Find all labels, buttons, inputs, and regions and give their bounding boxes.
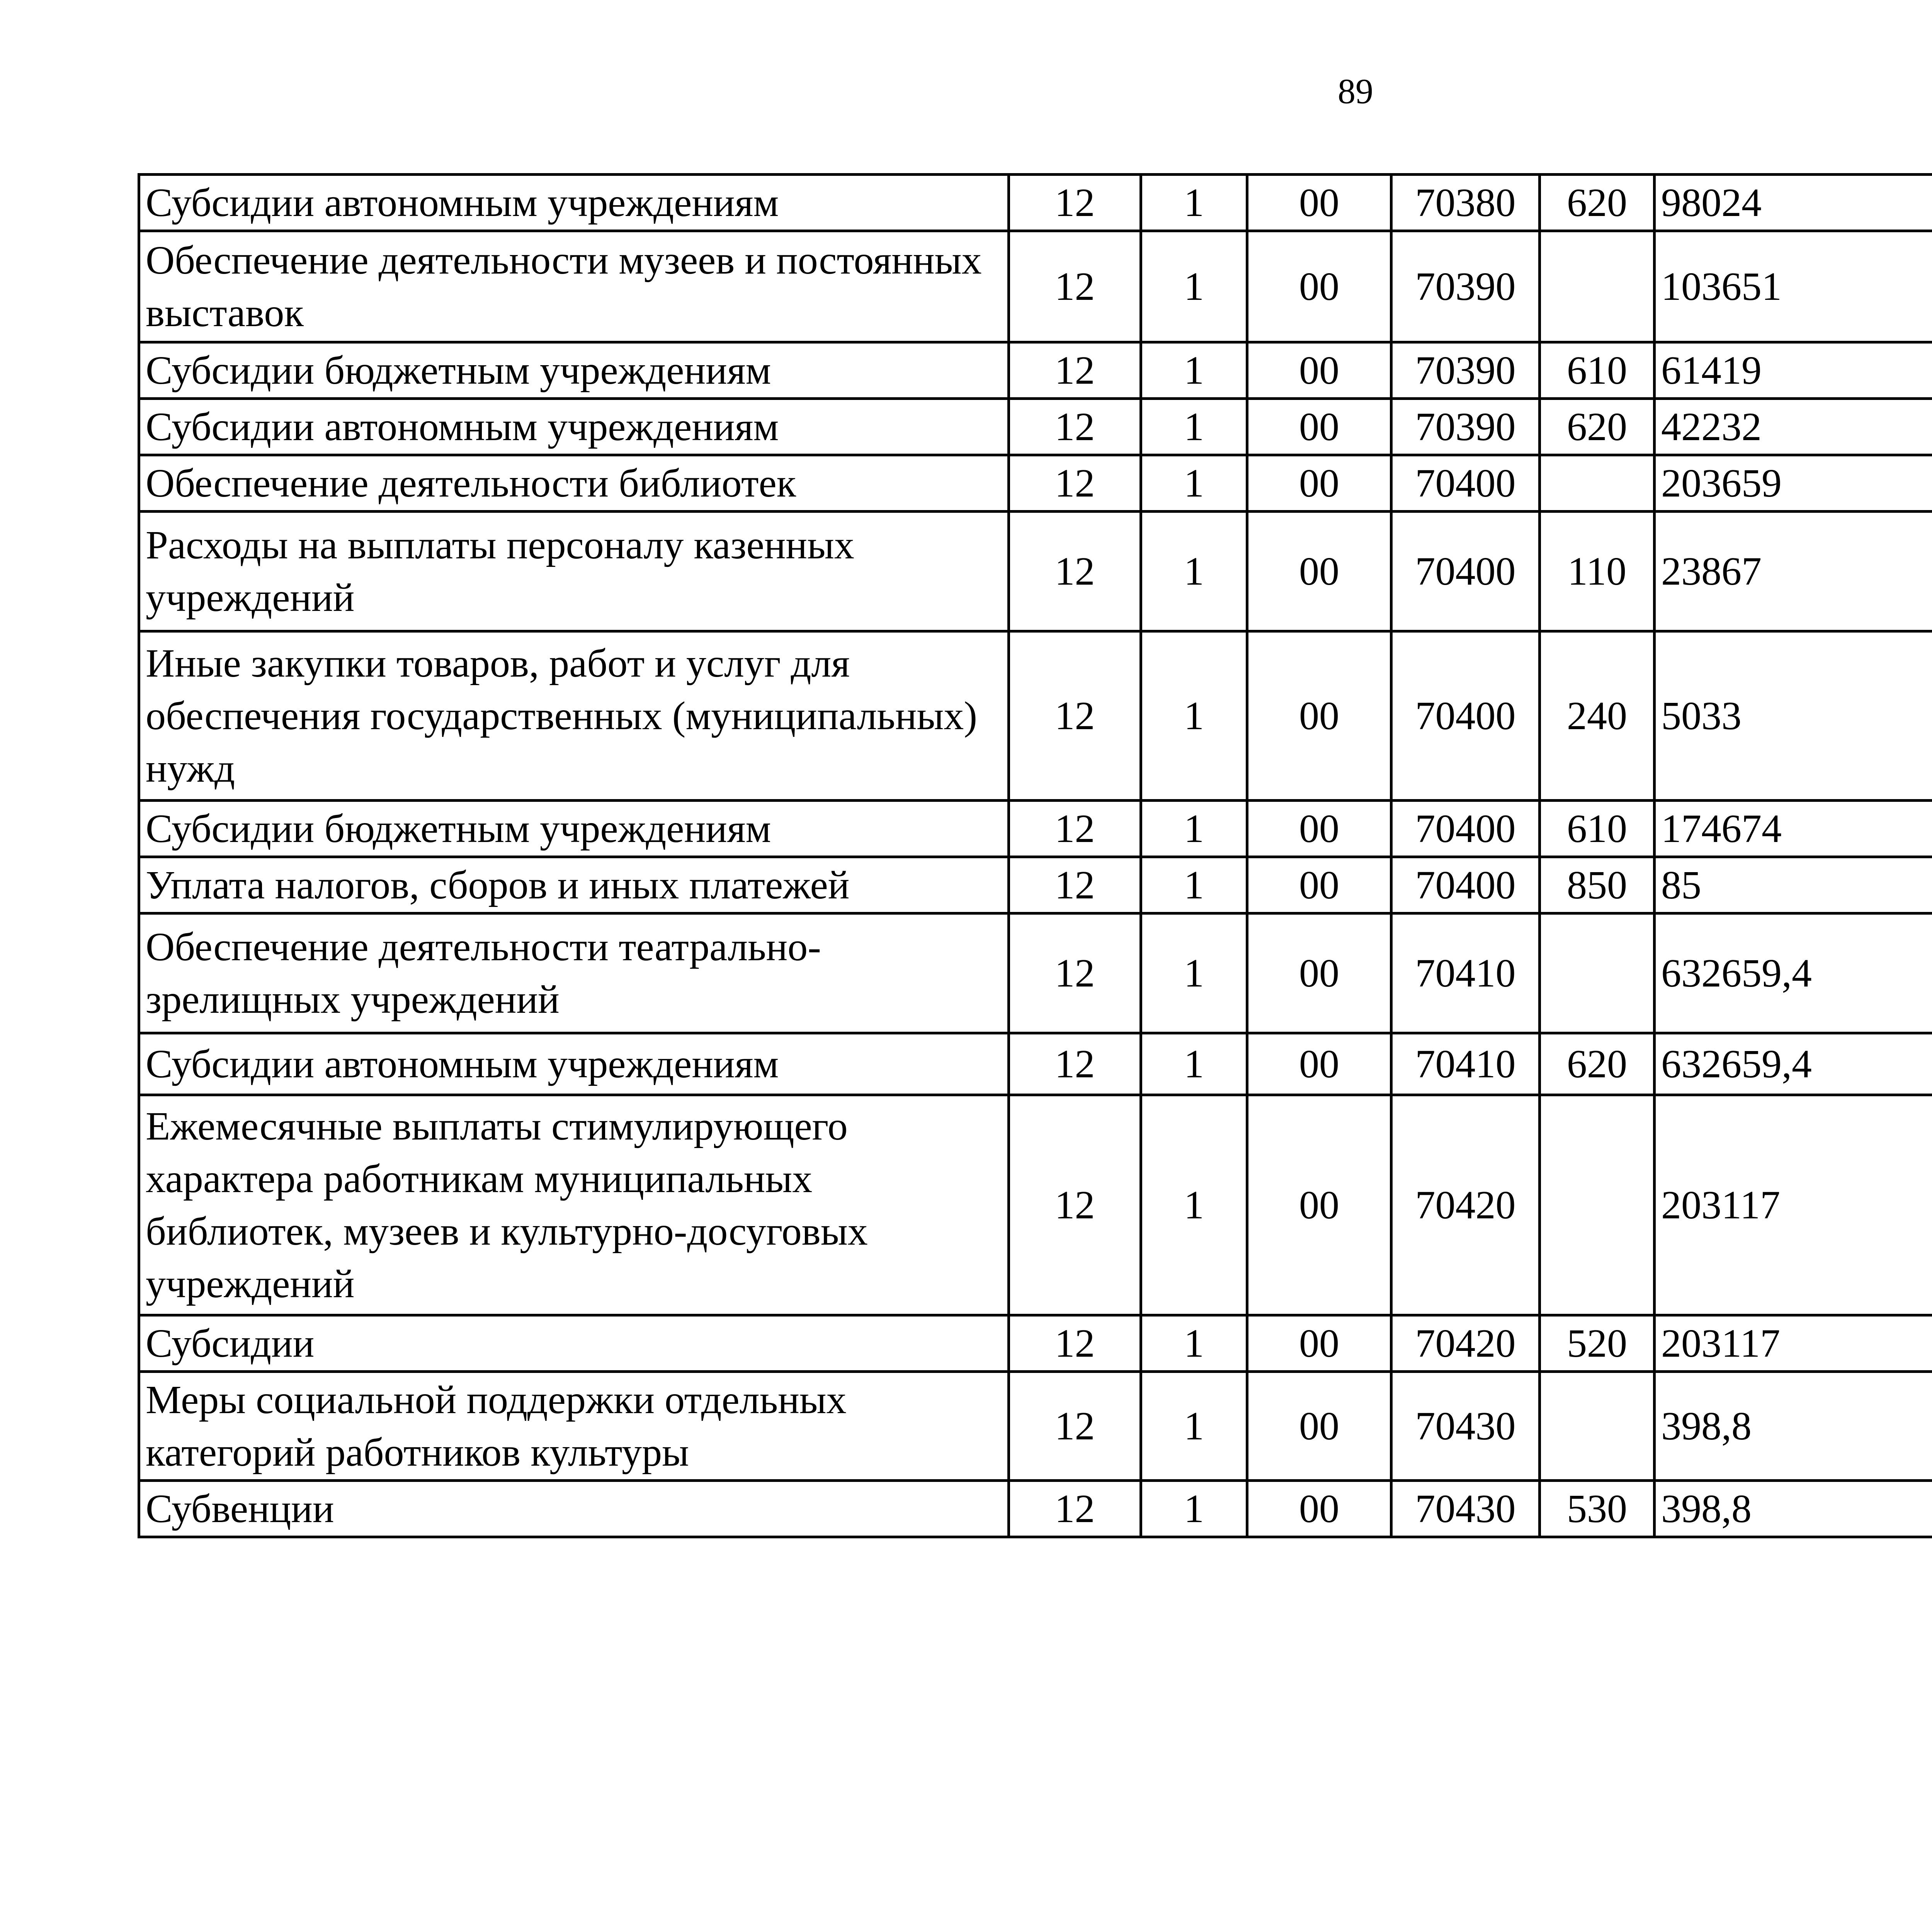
cell-subsection-code: 1	[1141, 631, 1247, 801]
cell-program-code: 00	[1247, 1481, 1391, 1537]
cell-item-name: Расходы на выплаты персоналу казенных учреждений	[139, 512, 1009, 631]
cell-section-code: 12	[1009, 1372, 1141, 1481]
cell-target-code: 70390	[1391, 342, 1540, 399]
table-body	[139, 175, 1932, 1537]
cell-expense-type-code: 520	[1540, 1315, 1655, 1372]
table-row	[139, 231, 1932, 342]
cell-expense-type-code	[1540, 913, 1655, 1033]
cell-item-name: Субсидии автономным учреждениям	[139, 1033, 1009, 1095]
cell-section-code: 12	[1009, 631, 1141, 801]
cell-subsection-code: 1	[1141, 342, 1247, 399]
table-row	[139, 512, 1932, 631]
cell-section-code: 12	[1009, 175, 1141, 231]
cell-amount-1: 203117	[1655, 1095, 1932, 1315]
cell-amount-1: 85	[1655, 857, 1932, 913]
cell-amount-1: 61419	[1655, 342, 1932, 399]
cell-program-code: 00	[1247, 857, 1391, 913]
table-row	[139, 399, 1932, 455]
cell-amount-1: 5033	[1655, 631, 1932, 801]
cell-expense-type-code: 620	[1540, 399, 1655, 455]
cell-item-name: Обеспечение деятельности музеев и постоянных выставок	[139, 231, 1009, 342]
cell-section-code: 12	[1009, 1033, 1141, 1095]
cell-program-code: 00	[1247, 1315, 1391, 1372]
table-row	[139, 342, 1932, 399]
cell-expense-type-code: 850	[1540, 857, 1655, 913]
cell-program-code: 00	[1247, 231, 1391, 342]
cell-item-name: Меры социальной поддержки отдельных категорий работников культуры	[139, 1372, 1009, 1481]
cell-target-code: 70410	[1391, 1033, 1540, 1095]
cell-section-code: 12	[1009, 857, 1141, 913]
cell-program-code: 00	[1247, 1095, 1391, 1315]
cell-target-code: 70420	[1391, 1315, 1540, 1372]
cell-expense-type-code: 620	[1540, 175, 1655, 231]
cell-amount-1: 42232	[1655, 399, 1932, 455]
cell-item-name: Субсидии бюджетным учреждениям	[139, 801, 1009, 857]
cell-item-name: Обеспечение деятельности театрально-зрелищных учреждений	[139, 913, 1009, 1033]
cell-item-name: Уплата налогов, сборов и иных платежей	[139, 857, 1009, 913]
cell-section-code: 12	[1009, 801, 1141, 857]
cell-expense-type-code	[1540, 1372, 1655, 1481]
table-row	[139, 1095, 1932, 1315]
cell-section-code: 12	[1009, 913, 1141, 1033]
cell-item-name: Иные закупки товаров, работ и услуг для обеспечения государственных (муниципальных) нужд	[139, 631, 1009, 801]
cell-program-code: 00	[1247, 455, 1391, 512]
cell-subsection-code: 1	[1141, 231, 1247, 342]
cell-subsection-code: 1	[1141, 801, 1247, 857]
cell-expense-type-code: 610	[1540, 342, 1655, 399]
cell-target-code: 70400	[1391, 455, 1540, 512]
cell-amount-1: 98024	[1655, 175, 1932, 231]
cell-section-code: 12	[1009, 1095, 1141, 1315]
cell-program-code: 00	[1247, 1033, 1391, 1095]
cell-program-code: 00	[1247, 1372, 1391, 1481]
cell-expense-type-code: 610	[1540, 801, 1655, 857]
cell-amount-1: 23867	[1655, 512, 1932, 631]
cell-expense-type-code: 240	[1540, 631, 1655, 801]
cell-program-code: 00	[1247, 913, 1391, 1033]
cell-target-code: 70400	[1391, 801, 1540, 857]
cell-section-code: 12	[1009, 1481, 1141, 1537]
cell-amount-1: 398,8	[1655, 1372, 1932, 1481]
table-row	[139, 175, 1932, 231]
table-row	[139, 455, 1932, 512]
cell-target-code: 70380	[1391, 175, 1540, 231]
cell-subsection-code: 1	[1141, 857, 1247, 913]
cell-target-code: 70400	[1391, 512, 1540, 631]
cell-target-code: 70430	[1391, 1372, 1540, 1481]
cell-expense-type-code: 530	[1540, 1481, 1655, 1537]
cell-item-name: Субсидии бюджетным учреждениям	[139, 342, 1009, 399]
cell-subsection-code: 1	[1141, 399, 1247, 455]
cell-section-code: 12	[1009, 512, 1141, 631]
cell-item-name: Обеспечение деятельности библиотек	[139, 455, 1009, 512]
cell-subsection-code: 1	[1141, 455, 1247, 512]
cell-amount-1: 632659,4	[1655, 1033, 1932, 1095]
cell-target-code: 70390	[1391, 231, 1540, 342]
cell-amount-1: 632659,4	[1655, 913, 1932, 1033]
cell-subsection-code: 1	[1141, 512, 1247, 631]
cell-item-name: Субсидии автономным учреждениям	[139, 399, 1009, 455]
table-row	[139, 1033, 1932, 1095]
cell-target-code: 70400	[1391, 857, 1540, 913]
cell-program-code: 00	[1247, 801, 1391, 857]
table-row	[139, 801, 1932, 857]
cell-amount-1: 203117	[1655, 1315, 1932, 1372]
cell-item-name: Субсидии	[139, 1315, 1009, 1372]
cell-amount-1: 174674	[1655, 801, 1932, 857]
cell-item-name: Субвенции	[139, 1481, 1009, 1537]
cell-subsection-code: 1	[1141, 175, 1247, 231]
cell-section-code: 12	[1009, 1315, 1141, 1372]
cell-program-code: 00	[1247, 631, 1391, 801]
cell-item-name: Субсидии автономным учреждениям	[139, 175, 1009, 231]
table-row	[139, 1372, 1932, 1481]
cell-amount-1: 398,8	[1655, 1481, 1932, 1537]
budget-table	[138, 173, 1932, 1538]
cell-expense-type-code	[1540, 231, 1655, 342]
table-row	[139, 1481, 1932, 1537]
cell-subsection-code: 1	[1141, 913, 1247, 1033]
cell-target-code: 70390	[1391, 399, 1540, 455]
cell-expense-type-code: 620	[1540, 1033, 1655, 1095]
cell-subsection-code: 1	[1141, 1033, 1247, 1095]
cell-program-code: 00	[1247, 175, 1391, 231]
table-row	[139, 631, 1932, 801]
cell-item-name: Ежемесячные выплаты стимулирующего характера работникам муниципальных библиотек, музеев и культурно-досуговых учреждений	[139, 1095, 1009, 1315]
page-number: 89	[1338, 71, 1373, 111]
cell-target-code: 70400	[1391, 631, 1540, 801]
cell-section-code: 12	[1009, 455, 1141, 512]
cell-subsection-code: 1	[1141, 1315, 1247, 1372]
table-row	[139, 913, 1932, 1033]
cell-target-code: 70430	[1391, 1481, 1540, 1537]
cell-target-code: 70420	[1391, 1095, 1540, 1315]
table-row	[139, 857, 1932, 913]
cell-section-code: 12	[1009, 399, 1141, 455]
cell-amount-1: 203659	[1655, 455, 1932, 512]
cell-subsection-code: 1	[1141, 1481, 1247, 1537]
cell-section-code: 12	[1009, 342, 1141, 399]
cell-subsection-code: 1	[1141, 1372, 1247, 1481]
cell-expense-type-code: 110	[1540, 512, 1655, 631]
cell-expense-type-code	[1540, 1095, 1655, 1315]
cell-program-code: 00	[1247, 399, 1391, 455]
cell-expense-type-code	[1540, 455, 1655, 512]
cell-program-code: 00	[1247, 342, 1391, 399]
table-row	[139, 1315, 1932, 1372]
cell-amount-1: 103651	[1655, 231, 1932, 342]
cell-subsection-code: 1	[1141, 1095, 1247, 1315]
cell-target-code: 70410	[1391, 913, 1540, 1033]
cell-program-code: 00	[1247, 512, 1391, 631]
cell-section-code: 12	[1009, 231, 1141, 342]
